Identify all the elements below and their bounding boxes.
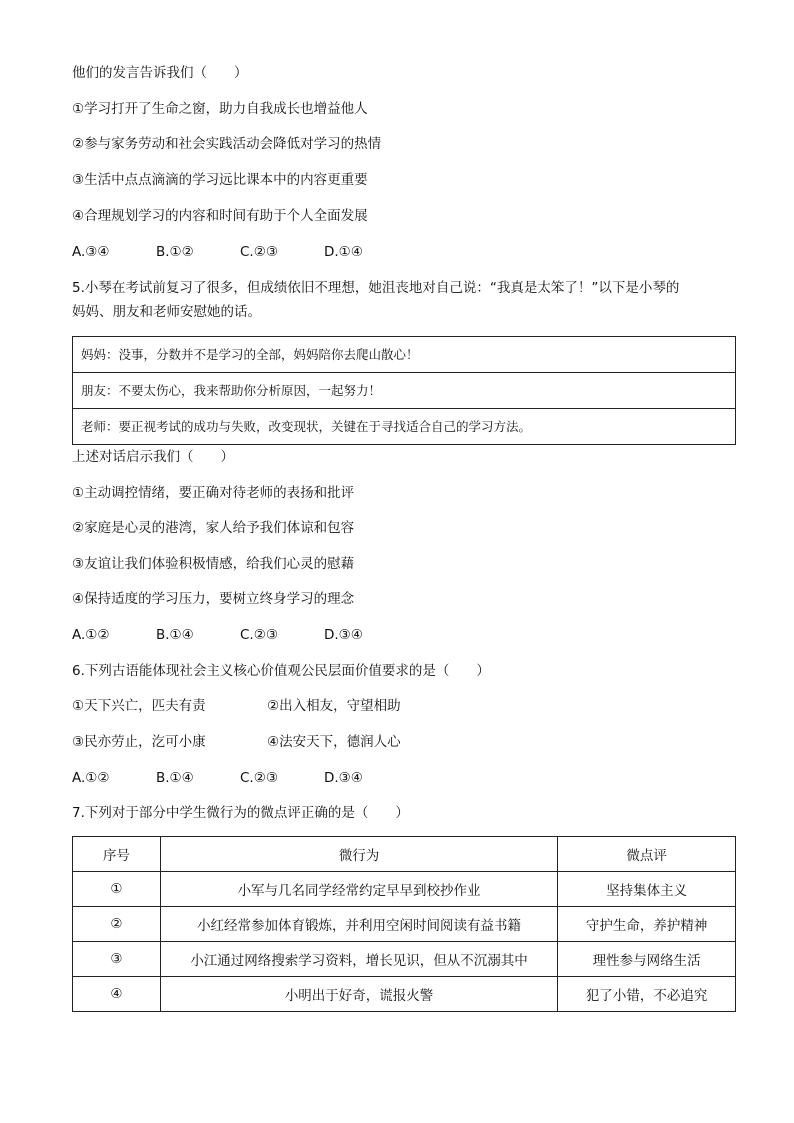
row-index: ② [73,907,161,942]
row-behavior: 小红经常参加体育锻炼，并利用空闲时间阅读有益书籍 [160,907,557,942]
q5-item-3: ③友谊让我们体验积极情感，给我们心灵的慰藉 [72,556,355,572]
q4-options [72,243,363,261]
q6-item-4: ④法安天下，德润人心 [267,734,401,750]
header-comment: 微点评 [558,837,736,872]
q6-options [72,769,363,787]
table-row [73,942,736,977]
q4-option-d[interactable]: D.①④ [324,244,363,260]
header-behavior: 微行为 [160,837,557,872]
q5-options [72,626,363,644]
q4-item-2: ②参与家务劳动和社会实践活动会降低对学习的热情 [72,136,382,152]
dialogue-teacher: 老师：要正视考试的成功与失败，改变现状，关键在于寻找适合自己的学习方法。 [81,419,532,434]
q5-option-a[interactable]: A.①② [72,627,110,643]
dialogue-friend: 朋友：不要太伤心，我来帮助你分析原因，一起努力！ [73,373,735,409]
q4-item-4: ④合理规划学习的内容和时间有助于个人全面发展 [72,208,368,224]
q6-items-row2 [72,733,401,751]
row-behavior: 小江通过网络搜索学习资料，增长见识，但从不沉溺其中 [160,942,557,977]
q4-option-a[interactable]: A.③④ [72,244,110,260]
q4-stem: 他们的发言告诉我们（ ） [72,65,248,81]
row-index: ① [73,872,161,907]
table-row [73,977,736,1012]
row-comment: 坚持集体主义 [558,872,736,907]
q6-items-row1 [72,697,401,715]
q6-option-b[interactable]: B.①④ [156,770,194,786]
q6-stem: 6.下列古语能体现社会主义核心价值观公民层面价值要求的是（ ） [72,663,490,679]
q4-item-1: ①学习打开了生命之窗，助力自我成长也增益他人 [72,101,368,117]
table-row [73,872,736,907]
q6-option-d[interactable]: D.③④ [324,770,363,786]
q5-item-4: ④保持适度的学习压力，要树立终身学习的理念 [72,591,355,607]
row-behavior: 小军与几名同学经常约定早早到校抄作业 [160,872,557,907]
header-index: 序号 [73,837,161,872]
q5-dialogue-box [72,336,736,445]
row-comment: 守护生命，养护精神 [558,907,736,942]
row-comment: 犯了小错，不必追究 [558,977,736,1012]
q5-option-c[interactable]: C.②③ [240,627,278,643]
q6-option-a[interactable]: A.①② [72,770,110,786]
table-row [73,907,736,942]
q5-item-2: ②家庭是心灵的港湾，家人给予我们体谅和包容 [72,520,355,536]
q4-option-b[interactable]: B.①② [156,244,194,260]
row-index: ③ [73,942,161,977]
q6-option-c[interactable]: C.②③ [240,770,278,786]
q6-item-1: ①天下兴亡，匹夫有责 [72,698,206,714]
q6-item-2: ②出入相友，守望相助 [267,698,401,714]
row-index: ④ [73,977,161,1012]
row-comment: 理性参与网络生活 [558,942,736,977]
q4-option-c[interactable]: C.②③ [240,244,278,260]
q7-table [72,836,736,1012]
q5-option-b[interactable]: B.①④ [156,627,194,643]
q4-item-3: ③生活中点点滴滴的学习远比课本中的内容更重要 [72,172,368,188]
q5-stem-line2: 妈妈、朋友和老师安慰她的话。 [72,304,261,320]
q5-option-d[interactable]: D.③④ [324,627,363,643]
q5-item-1: ①主动调控情绪，要正确对待老师的表扬和批评 [72,485,355,501]
q6-item-3: ③民亦劳止，汔可小康 [72,734,206,750]
row-behavior: 小明出于好奇，谎报火警 [160,977,557,1012]
q7-stem: 7.下列对于部分中学生微行为的微点评正确的是（ ） [72,805,409,821]
q5-stem-line1: 5.小琴在考试前复习了很多，但成绩依旧不理想，她沮丧地对自己说：“我真是太笨了！”以下是小琴的 [72,280,680,296]
q5-prompt: 上述对话启示我们（ ） [72,449,234,465]
table-header-row [73,837,736,872]
dialogue-mom: 妈妈：没事，分数并不是学习的全部，妈妈陪你去爬山散心！ [73,337,735,373]
